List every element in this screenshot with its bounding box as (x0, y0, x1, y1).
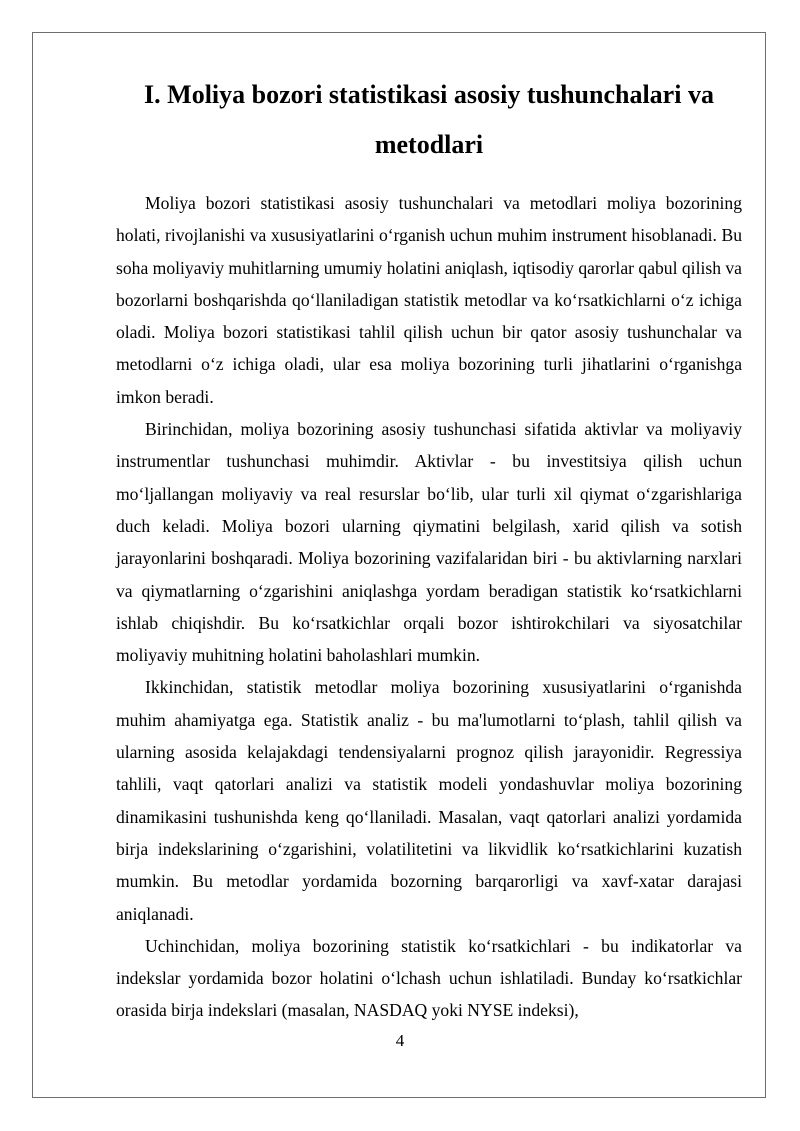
page-title: I. Moliya bozori statistikasi asosiy tushunchalari va metodlari (144, 80, 714, 159)
page-number: 4 (395, 1031, 405, 1050)
paragraph-third-point: Uchinchidan, moliya bozorining statistik ko‘rsatkichlari - bu indikatorlar va indekslar yordamida bozor holatini o‘lchash uchun ishlatiladi. Bunday ko‘rsatkichlar orasida birja indekslari (masalan, NASDAQ yoki NYSE indeksi), (116, 935, 742, 1021)
paragraph-first-point: Birinchidan, moliya bozorining asosiy tushunchasi sifatida aktivlar va moliyaviy instrumentlar tushunchasi muhimdir. Aktivlar - bu investitsiya qilish uchun mo‘ljallangan moliyaviy va real resurslar bo‘lib, ular turli xil qiymat o‘zgarishlariga duch keladi. Moliya bozori ularning qiymatini belgilash, xarid qilish va sotish jarayonlarini boshqaradi. Moliya bozorining vazifalaridan biri - bu aktivlarning narxlari va qiymatlarning o‘zgarishini aniqlashga yordam beradigan statistik ko‘rsatkichlarni ishlab chiqishdir. Bu ko‘rsatkichlar orqali bozor ishtirokchilari va siyosatchilar moliyaviy muhitning holatini baholashlari mumkin. (116, 419, 742, 666)
body-text (116, 187, 742, 1027)
paragraph-second-point: Ikkinchidan, statistik metodlar moliya bozorining xususiyatlarini o‘rganishda muhim ahamiyatga ega. Statistik analiz - bu ma'lumotlarni to‘plash, tahlil qilish va ularning asosida kelajakdagi tendensiyalarni prognoz qilish jarayonidir. Regressiya tahlili, vaqt qatorlari analizi va statistik modeli yondashuvlar moliya bozorining dinamikasini tushunishda keng qo‘llaniladi. Masalan, vaqt qatorlari analizi yordamida birja indekslarining o‘zgarishini, volatilitetini va likvidlik ko‘rsatkichlarini kuzatish mumkin. Bu metodlar yordamida bozorning barqarorligi va xavf-xatar darajasi aniqlanadi. (116, 677, 742, 924)
paragraph-intro: Moliya bozori statistikasi asosiy tushunchalari va metodlari moliya bozorining holati, rivojlanishi va xususiyatlarini o‘rganish uchun muhim instrument hisoblanadi. Bu soha moliyaviy muhitlarning umumiy holatini aniqlash, iqtisodiy qarorlar qabul qilish va bozorlarni boshqarishda qo‘llaniladigan statistik metodlar va ko‘rsatkichlarni o‘z ichiga oladi. Moliya bozori statistikasi tahlil qilish uchun bir qator asosiy tushunchalar va metodlarni o‘z ichiga oladi, ular esa moliya bozorining turli jihatlarini o‘rganishga imkon beradi. (116, 193, 742, 407)
